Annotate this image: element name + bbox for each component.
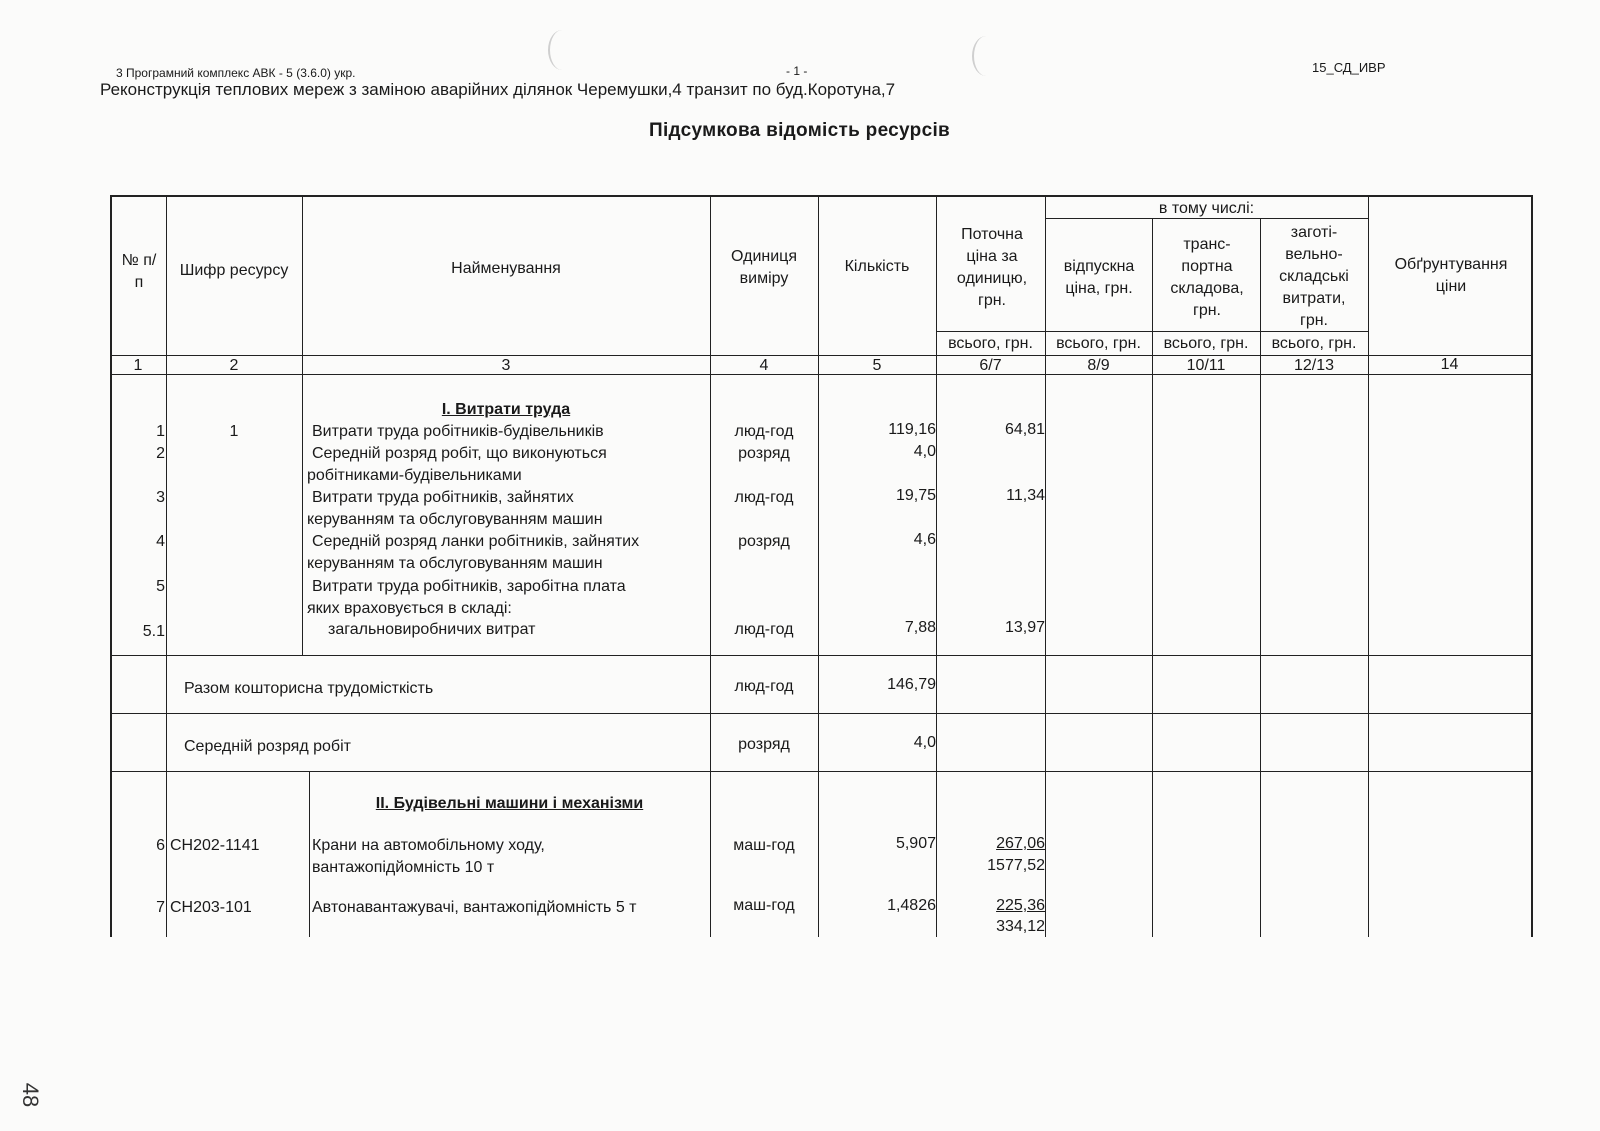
- row-name: загальновиробничих витрат: [328, 621, 536, 638]
- col-number: 12/13: [1293, 357, 1335, 374]
- row-qty: 1,4826: [887, 897, 936, 914]
- row-unit: люд-год: [734, 423, 794, 440]
- summary-label: Середній розряд робіт: [184, 738, 351, 755]
- col-header-release-price: відпускна ціна, грн.: [1063, 258, 1135, 297]
- row-unit: розряд: [738, 533, 790, 550]
- row-qty: 119,16: [888, 421, 936, 438]
- row-code: СН202-1141: [170, 837, 260, 854]
- row-name: Середній розряд робіт, що виконуються: [312, 445, 607, 462]
- page-number: - 1 -: [786, 64, 808, 78]
- col-number: 5: [872, 357, 882, 374]
- row-code: СН203-101: [170, 899, 252, 916]
- col-header-total: всього, грн.: [1163, 335, 1249, 352]
- row-price: 11,34: [1006, 487, 1045, 504]
- row-total: 1577,52: [987, 857, 1045, 874]
- summary-qty: 146,79: [887, 676, 936, 693]
- summary-qty: 4,0: [913, 734, 936, 751]
- row-name: Середній розряд ланки робітників, зайнятих: [312, 533, 640, 550]
- row-name: яких враховується в складі:: [307, 600, 512, 617]
- col-number: 4: [759, 357, 769, 374]
- row-name: Витрати труда робітників-будівельників: [312, 423, 604, 440]
- row-unit: маш-год: [733, 897, 795, 914]
- row-total: 334,12: [996, 918, 1045, 935]
- row-price: 225,36: [996, 897, 1045, 914]
- row-num: 6: [156, 837, 165, 854]
- project-name: Реконструкція теплових мереж з заміною аварійних ділянок Черемушки,4 транзит по буд.Коротуна,7: [100, 80, 896, 99]
- col-number: 3: [501, 357, 511, 374]
- col-number: 10/11: [1186, 357, 1226, 374]
- summary-unit: люд-год: [734, 678, 794, 695]
- row-qty: 19,75: [895, 487, 936, 504]
- col-header-qty: Кількість: [844, 258, 910, 275]
- row-name: Крани на автомобільному ходу,: [312, 837, 545, 854]
- row-name: Автонавантажувачі, вантажопідйомність 5 т: [312, 899, 637, 916]
- handwritten-page-note: 48: [18, 1082, 44, 1108]
- section-title: І. Витрати труда: [441, 401, 571, 418]
- row-name: Витрати труда робітників, зайнятих: [312, 489, 574, 506]
- row-unit: люд-год: [734, 621, 794, 638]
- program-name: 3 Програмний комплекс АВК - 5 (3.6.0) укр.: [116, 66, 356, 80]
- row-name: керуванням та обслуговуванням машин: [307, 511, 603, 528]
- col-header-price: Поточна ціна за одиницю, грн.: [956, 226, 1028, 309]
- row-unit: маш-год: [733, 837, 795, 854]
- col-number: 14: [1440, 356, 1459, 373]
- row-unit: розряд: [738, 445, 790, 462]
- row-code: 1: [229, 423, 239, 440]
- row-num: 2: [156, 445, 165, 462]
- row-qty: 5,907: [895, 835, 936, 852]
- page-title: Підсумкова відомість ресурсів: [649, 120, 951, 141]
- row-qty: 4,0: [913, 443, 936, 460]
- col-header-num: № п/п: [121, 252, 157, 291]
- row-num: 3: [156, 489, 165, 506]
- row-qty: 4,6: [913, 531, 936, 548]
- row-num: 7: [156, 899, 165, 916]
- col-number: 2: [229, 357, 239, 374]
- col-header-justification: Обґрунтування ціни: [1394, 256, 1508, 295]
- col-header-included: в тому числі:: [1158, 200, 1255, 217]
- col-header-transport: транс-портна складова, грн.: [1170, 236, 1244, 319]
- summary-unit: розряд: [738, 736, 790, 753]
- col-header-total: всього, грн.: [1056, 335, 1141, 352]
- col-header-name: Найменування: [451, 260, 561, 277]
- row-name: робітниками-будівельниками: [307, 467, 522, 484]
- row-price: 13,97: [1004, 619, 1045, 636]
- col-header-total: всього, грн.: [948, 335, 1033, 352]
- col-header-code: Шифр ресурсу: [179, 262, 289, 279]
- section-title: ІІ. Будівельні машини і механізми: [375, 795, 644, 812]
- col-number: 1: [133, 357, 143, 374]
- col-header-total: всього, грн.: [1271, 335, 1357, 352]
- row-qty: 7,88: [904, 619, 936, 636]
- col-header-storage: заготі-вельно-складські витрати, грн.: [1279, 224, 1349, 329]
- row-name: Витрати труда робітників, заробітна плата: [312, 578, 626, 595]
- col-header-unit: Одиниця виміру: [731, 248, 797, 287]
- row-num: 5: [156, 578, 165, 595]
- summary-label: Разом кошторисна трудомісткість: [184, 680, 434, 697]
- col-number: 8/9: [1087, 357, 1110, 374]
- document-code: 15_СД_ИВР: [1312, 60, 1386, 75]
- row-name: керуванням та обслуговуванням машин: [307, 555, 603, 572]
- row-num: 4: [156, 533, 165, 550]
- row-num: 5.1: [142, 623, 165, 640]
- row-price: 267,06: [996, 835, 1045, 852]
- row-price: 64,81: [1004, 421, 1045, 438]
- row-unit: люд-год: [734, 489, 794, 506]
- row-name: вантажопідйомність 10 т: [312, 859, 495, 876]
- row-num: 1: [156, 423, 165, 440]
- col-number: 6/7: [979, 357, 1002, 374]
